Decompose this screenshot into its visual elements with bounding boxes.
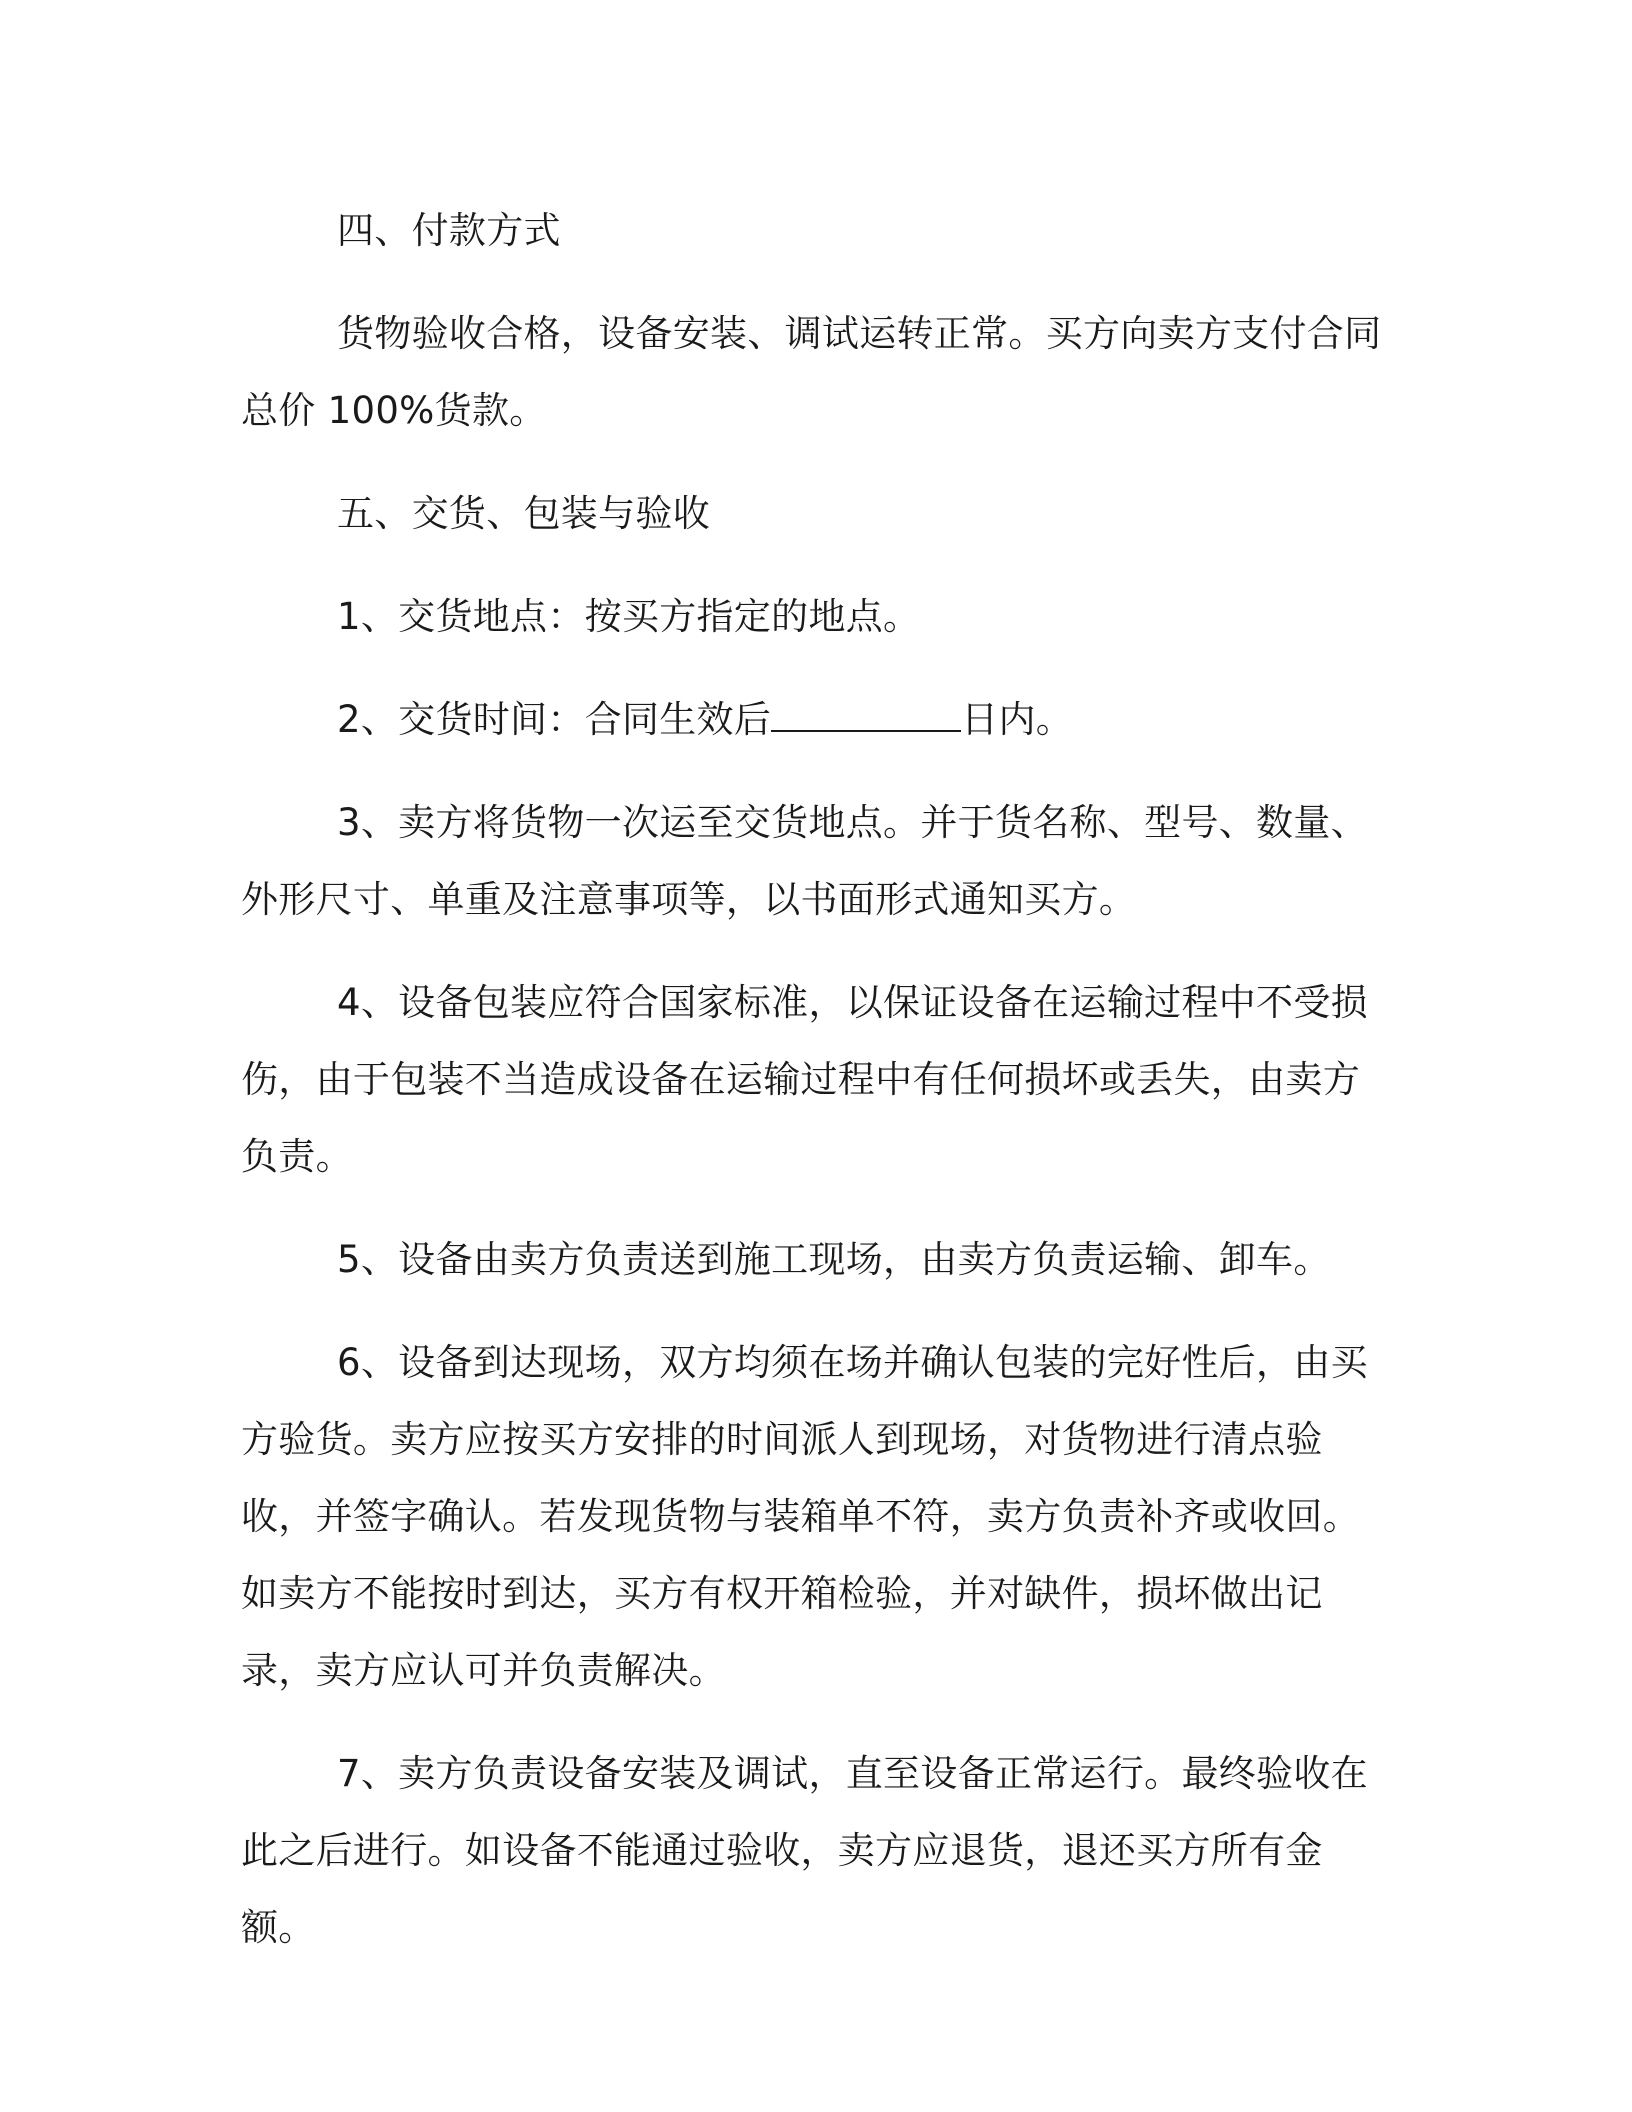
section-heading-delivery: 五、交货、包装与验收 bbox=[337, 492, 710, 535]
installation-acceptance-item: 7、卖方负责设备安装及调试，直至设备正常运行。最终验收在此之后进行。如设备不能通过验收，卖方应退货，退还买方所有金额。 bbox=[241, 1752, 1368, 1949]
shipment-notice-item: 3、卖方将货物一次运至交货地点。并于货名称、型号、数量、外形尺寸、单重及注意事项等，以书面形式通知买方。 bbox=[241, 801, 1368, 921]
delivery-time-prefix: 2、交货时间：合同生效后 bbox=[337, 698, 772, 741]
section-heading-payment: 四、付款方式 bbox=[337, 209, 561, 252]
onsite-inspection-item: 6、设备到达现场，双方均须在场并确认包装的完好性后，由买方验货。卖方应按买方安排的时间派人到现场，对货物进行清点验收，并签字确认。若发现货物与装箱单不符，卖方负责补齐或收回。如卖方不能按时到达，买方有权开箱检验，并对缺件，损坏做出记录，卖方应认可并负责解决。 bbox=[241, 1341, 1368, 1692]
payment-terms-paragraph: 货物验收合格，设备安装、调试运转正常。买方向卖方支付合同总价 100%货款。 bbox=[241, 312, 1382, 432]
document-body bbox=[241, 192, 1396, 1992]
delivery-time-suffix: 日内。 bbox=[961, 698, 1074, 741]
delivery-location-item: 1、交货地点：按买方指定的地点。 bbox=[337, 595, 921, 638]
delivery-time-item bbox=[241, 681, 1396, 758]
packaging-standard-item: 4、设备包装应符合国家标准，以保证设备在运输过程中不受损伤，由于包装不当造成设备在运输过程中有任何损坏或丢失，由卖方负责。 bbox=[241, 981, 1368, 1178]
site-delivery-item: 5、设备由卖方负责送到施工现场，由卖方负责运输、卸车。 bbox=[337, 1238, 1331, 1281]
fill-in-blank-line bbox=[771, 700, 961, 732]
